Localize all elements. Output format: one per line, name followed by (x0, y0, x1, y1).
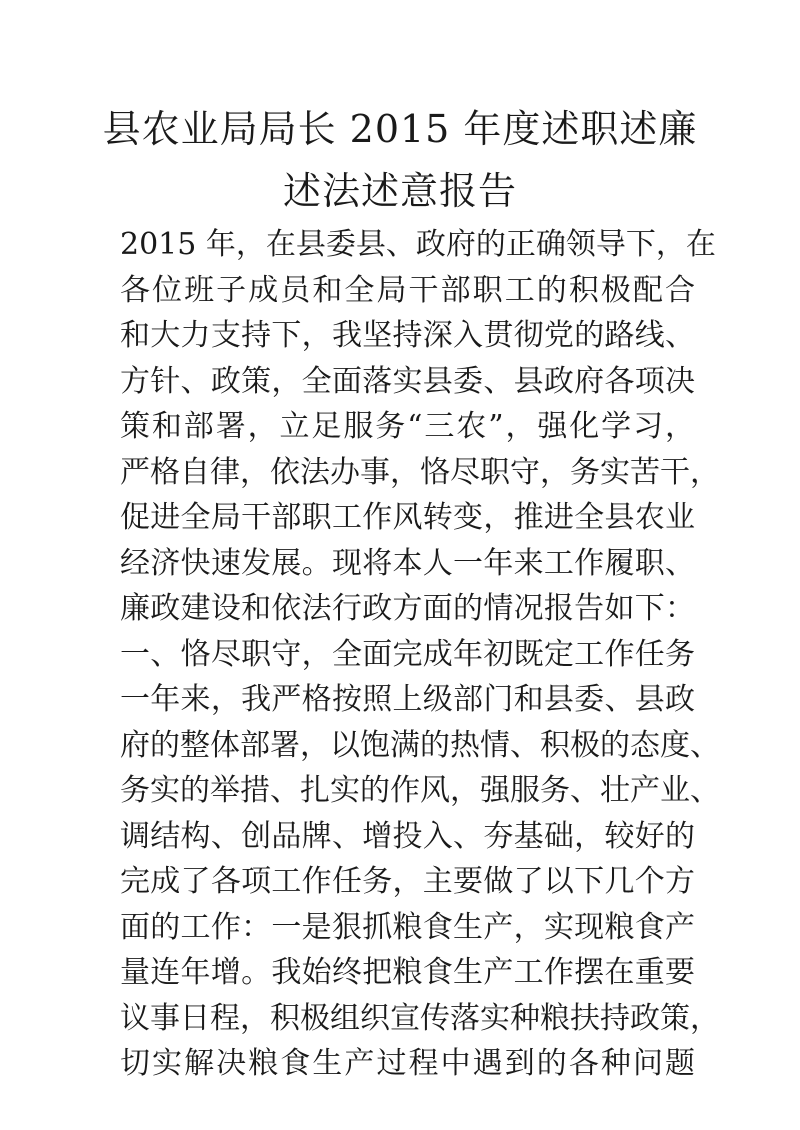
body-line: 务实的举措、扎实的作风，强服务、壮产业、 (120, 773, 720, 808)
body-line: 促进全局干部职工作风转变，推进全县农业 (120, 500, 695, 535)
document-title-line-2: 述法述意报告 (282, 169, 517, 213)
body-line: 廉政建设和依法行政方面的情况报告如下： (120, 591, 695, 626)
section-heading: 一、恪尽职守，全面完成年初既定工作任务 (120, 636, 695, 672)
body-line: 量连年增。我始终把粮食生产工作摆在重要 (120, 955, 695, 990)
document-title-line-1: 县农业局局长 2015 年度述职述廉 (102, 107, 698, 151)
body-line: 府的整体部署，以饱满的热情、积极的态度、 (120, 727, 720, 763)
body-line: 调结构、创品牌、增投入、夯基础，较好的 (120, 818, 695, 854)
body-line: 经济快速发展。现将本人一年来工作履职、 (120, 545, 695, 581)
body-line: 切实解决粮食生产过程中遇到的各种问题 (120, 1046, 695, 1081)
body-line: 一年来，我严格按照上级部门和县委、县政 (120, 682, 695, 717)
body-line: 策和部署，立足服务“三农”，强化学习， (120, 409, 695, 444)
body-line: 面的工作：一是狠抓粮食生产，实现粮食产 (120, 909, 695, 945)
body-line: 和大力支持下，我坚持深入贯彻党的路线、 (120, 318, 695, 353)
body-line: 严格自律，依法办事，恪尽职守，务实苦干， (120, 454, 720, 490)
body-line: 各位班子成员和全局干部职工的积极配合 (120, 272, 695, 308)
body-line: 方针、政策，全面落实县委、县政府各项决 (120, 363, 695, 399)
document-body (120, 222, 720, 1087)
body-line: 2015 年，在县委县、政府的正确领导下，在 (120, 227, 716, 262)
body-line: 议事日程，积极组织宣传落实种粮扶持政策， (120, 1000, 720, 1036)
body-line: 完成了各项工作任务，主要做了以下几个方 (120, 864, 695, 899)
